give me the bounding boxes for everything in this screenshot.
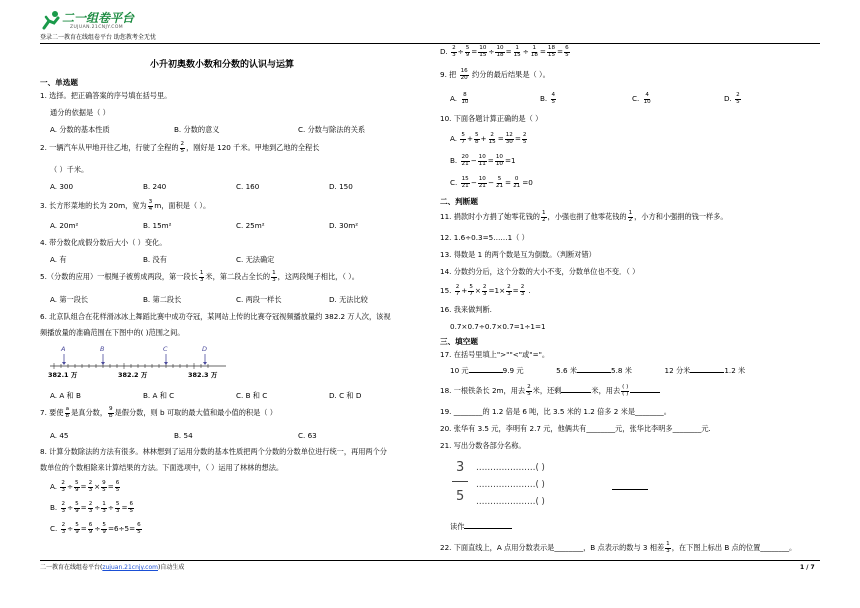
q2-option-a: A. 300 [50, 182, 74, 191]
q18-text-b: 米，还剩 [532, 386, 562, 396]
q17-item-1: 10 元 [450, 366, 469, 375]
q1-option-a: A. 分数的基本性质 [50, 125, 110, 134]
q5-fraction-2 [271, 271, 277, 283]
q18-blank-2[interactable] [630, 392, 660, 393]
question-11 [440, 211, 728, 223]
q2-fraction-num: 2 [180, 141, 185, 147]
q4-option-c: C. 无法确定 [236, 255, 275, 264]
q7-fraction-2-den: b [109, 412, 113, 419]
q18-blank-1[interactable] [561, 392, 591, 393]
section-heading-single-choice: 一、单选题 [40, 78, 78, 87]
q21-read-blank[interactable] [464, 528, 512, 529]
q7-option-a: A. 45 [50, 431, 69, 440]
section-heading-fill-in: 三、填空题 [440, 337, 478, 346]
question-21: 21. 写出分数各部分名称。 [440, 441, 526, 450]
q2-fraction [180, 142, 186, 154]
figure-fraction-bar [452, 481, 468, 482]
q9-option-d-label: D. [724, 94, 732, 104]
q22-text-a: 22. 下面直线上，A 点用分数表示是________，B 点表示的数与 3 相差 [440, 543, 665, 553]
question-1-sub: 通分的依据是（ ） [50, 108, 110, 117]
question-7 [40, 407, 277, 419]
q17-blank-1[interactable] [469, 372, 503, 373]
q11-text-a: 11. 捐款时小方捐了她零花钱的 [440, 212, 540, 222]
q2-option-b: B. 240 [143, 182, 167, 191]
question-17-row [450, 367, 745, 376]
q3-option-a: A. 20m² [50, 221, 79, 230]
number-line-tick-2: 382.2 万 [118, 371, 148, 379]
q8-option-a: A. $\frac{2}{3}$ ÷ $\frac{5}{9}$ = $\frac{2}{3}$ × $\frac{9}{5}$ = $\frac{6}{5}$ [50, 480, 120, 493]
question-3 [40, 200, 210, 212]
q2-fraction-den: 5 [180, 147, 185, 154]
q11-fraction-1-num: 1 [541, 210, 546, 216]
q5-fraction-2-den: 3 [272, 276, 276, 283]
q9-option-b-den: 5 [551, 98, 556, 105]
page-title: 小升初奥数小数和分数的认识与运算 [150, 60, 295, 70]
q18-text-a: 18. 一根铁条长 2m，用去 [440, 386, 526, 396]
q6-option-d: D. C 和 D [329, 391, 362, 400]
question-6-line2: 频播放量的准确范围在下图中的( )范围之间。 [40, 328, 185, 337]
q8-option-b: B. $\frac{2}{3}$ ÷ $\frac{5}{9}$ = $\frac{2}{3}$ ÷ $\frac{1}{3}$ ÷ $\frac{5}{3}$ = $\frac{6}{5}$ [50, 501, 134, 514]
question-5 [40, 271, 359, 283]
q9-fraction-num: 16 [460, 68, 468, 74]
question-12: 12. 1.6÷0.3=5……1（ ） [440, 233, 529, 242]
runner-logo-icon [40, 10, 62, 30]
q2-text-b: ，刚好是 120 千米。甲地到乙地的全程长 [186, 143, 320, 153]
q2-option-d: D. 150 [329, 182, 353, 191]
question-15: 15. $\frac{2}{7}$ + $\frac{5}{7}$ × $\frac{2}{3}$ =1× $\frac{2}{3}$ = $\frac{2}{3}$ . [440, 284, 531, 297]
q8-option-a-label: A. [50, 482, 60, 492]
q7-text-a: 7. 要使 [40, 408, 64, 418]
number-line-label-c: C [163, 345, 168, 353]
question-8-line1: 8. 计算分数除法的方法有很多。林林想到了运用分数的基本性质把两个分数的分数单位进行统一，再用两个分 [40, 447, 387, 456]
section-heading-true-false: 二、判断题 [440, 197, 478, 206]
figure-denominator: 5 [456, 489, 465, 504]
figure-dots-1: …………………( ) [476, 463, 545, 473]
q9-option-a-den: 10 [461, 98, 469, 105]
question-10: 10. 下面各题计算正确的是（ ） [440, 114, 543, 123]
q7-fraction-2-num: 9 [109, 406, 113, 412]
q15-text-a: 15. [440, 286, 454, 296]
q18-fraction-num: 2 [527, 384, 531, 390]
q8-option-d-label: D. [440, 47, 451, 57]
q17-item-5: 12 分米 [664, 366, 691, 375]
q7-text-c: 是假分数，则 b 可取的最大值和最小值的积是（ ） [114, 408, 277, 418]
q17-blank-2[interactable] [577, 372, 611, 373]
question-18 [440, 385, 660, 397]
number-line-label-b: B [100, 345, 105, 353]
q5-fraction-1-num: 1 [199, 270, 204, 276]
q18-paren-den: ( ) [622, 390, 629, 397]
q21-read-as [450, 523, 512, 532]
logo-subtext: ZUJUAN.21CNJY.COM [70, 25, 124, 30]
question-1: 1. 选择。把正确答案的序号填在括号里。 [40, 91, 172, 100]
q9-option-d [724, 93, 742, 105]
question-13: 13. 得数是 1 的两个数是互为倒数。（判断对错） [440, 250, 596, 259]
q5-text-b: 米，第二段占全长的 [205, 272, 271, 282]
q5-text-c: ，这两段绳子相比，（ ）。 [277, 272, 359, 282]
q17-blank-3[interactable] [690, 372, 724, 373]
q9-option-d-den: 5 [736, 98, 740, 105]
q5-option-c: C. 两段一样长 [236, 295, 282, 304]
figure-answer-line[interactable] [612, 489, 648, 490]
q5-fraction-2-num: 1 [272, 270, 276, 276]
q9-text-b: 约分的最后结果是（ ）。 [469, 70, 550, 80]
q5-option-a: A. 第一段长 [50, 295, 89, 304]
q7-fraction-1-den: 8 [65, 412, 70, 419]
q1-option-b: B. 分数的意义 [174, 125, 220, 134]
q6-option-c: C. B 和 C [236, 391, 268, 400]
q5-fraction-1-den: 3 [199, 276, 204, 283]
q8-option-c-label: C. [50, 524, 60, 534]
question-2 [40, 142, 319, 154]
number-line-figure [48, 344, 228, 384]
q6-option-b: B. A 和 C [143, 391, 175, 400]
q7-fraction-1 [65, 407, 71, 419]
q9-option-a-num: 8 [463, 92, 467, 98]
q9-option-b-num: 4 [551, 92, 556, 98]
q7-option-b: B. 54 [174, 431, 193, 440]
q3-fraction-den: 4 [148, 205, 153, 212]
q9-fraction [460, 69, 469, 81]
q11-fraction-2-den: 2 [628, 216, 633, 223]
question-16: 16. 我来做判断. [440, 305, 492, 314]
q9-option-a [450, 93, 471, 105]
footer-rule [40, 560, 820, 561]
question-19: 19. ________的 1.2 倍是 6 吨，比 3.5 米的 1.2 倍多 2 米是________。 [440, 407, 671, 416]
number-line-tick-1: 382.1 万 [48, 371, 78, 379]
question-8-line2: 数单位的个数相除来计算结果的方法。下面选项中，（ ）运用了林林的想法。 [40, 463, 284, 472]
q8-option-c: C. $\frac{2}{3}$ ÷ $\frac{5}{9}$ = $\frac{6}{9}$ ÷ $\frac{5}{9}$ =6÷5= $\frac{6}{5}$ [50, 522, 141, 535]
q17-item-4: 5.8 米 [611, 366, 632, 375]
q9-option-c-num: 4 [645, 92, 649, 98]
header-rule [40, 43, 820, 44]
q11-text-b: ，小强也捐了他零花钱的 [547, 212, 627, 222]
question-6-line1: 6. 北京队组合在花样滑冰冰上舞蹈比赛中成功夺冠，某网站上传的比赛夺冠视频播放量约 382.2 万人次，该视 [40, 312, 391, 321]
q3-option-b: B. 15m² [143, 221, 172, 230]
number-line-tick-3: 382.3 万 [188, 371, 218, 379]
q5-text-a: 5.（分数的应用）一根绳子被剪成两段，第一段长 [40, 272, 198, 282]
q18-paren-num: ( ) [622, 384, 629, 390]
q7-fraction-2 [108, 407, 114, 419]
q9-fraction-den: 20 [460, 74, 468, 81]
q11-fraction-2-num: 1 [628, 210, 633, 216]
q9-text-a: 9. 把 [440, 70, 459, 80]
question-14: 14. 分数约分后，这个分数的大小不变，分数单位也不变．（ ） [440, 267, 640, 276]
q9-option-c [632, 93, 653, 105]
question-22 [440, 542, 796, 554]
footer-suffix: )自动生成 [157, 564, 185, 571]
question-2-line2: （ ）千米。 [50, 165, 89, 174]
q18-fraction-den: 5 [527, 390, 531, 397]
footer-link[interactable]: zujuan.21cnjy.com [102, 564, 158, 571]
q2-text-a: 2. 一辆汽车从甲地开往乙地，行驶了全程的 [40, 143, 179, 153]
q3-fraction-num: 3 [148, 199, 153, 205]
figure-dots-3: …………………( ) [476, 497, 545, 507]
q3-fraction [148, 200, 154, 212]
q22-fraction-den: 3 [666, 547, 670, 554]
q3-option-d: D. 30m² [329, 221, 359, 230]
q2-option-c: C. 160 [236, 182, 260, 191]
question-20: 20. 张华有 3.5 元，李明有 2.7 元，他俩共有________元，张华比李明多________元. [440, 424, 711, 433]
q8-option-b-label: B. [50, 503, 60, 513]
q11-fraction-1-den: 2 [541, 216, 546, 223]
q1-option-c: C. 分数与除法的关系 [298, 125, 366, 134]
q9-option-c-den: 10 [643, 98, 651, 105]
q17-item-2: 9.9 元 [502, 366, 524, 375]
q10-option-a: A. $\frac{5}{7}$ + $\frac{5}{8}$ + $\frac{2}{15}$ = $\frac{12}{30}$ = $\frac{2}{5}$ [450, 132, 527, 145]
q9-option-c-label: C. [632, 94, 640, 104]
q9-option-b-label: B. [540, 94, 548, 104]
q17-item-6: 1.2 米 [724, 366, 746, 375]
fraction-parts-figure [452, 458, 682, 516]
q5-option-d: D. 无法比较 [329, 295, 368, 304]
q8-option-d: D. $\frac{2}{3}$ ÷ $\frac{5}{9}$ = $\frac{10}{15}$ ÷ $\frac{10}{18}$ = $\frac{1}{15}$ ÷ $\frac{1}{18}$ = $\frac{18}{15}$ = $\frac{6}{5}$ [440, 45, 569, 58]
q7-text-b: 是真分数， [71, 408, 108, 418]
q10-option-b: B. $\frac{20}{21}$ − $\frac{10}{11}$ = $\frac{10}{10}$ =1 [450, 154, 516, 167]
figure-numerator: 3 [456, 460, 465, 475]
question-17: 17. 在括号里填上">""<"或"="。 [440, 350, 550, 359]
q22-text-b: ，在下图上标出 B 点的位置________。 [671, 543, 797, 553]
q5-option-b: B. 第二段长 [143, 295, 182, 304]
header-tagline: 登录二一教育在线组卷平台 助您教考全无忧 [40, 34, 156, 41]
q7-fraction-1-num: a [65, 406, 70, 412]
q6-option-a: A. A 和 B [50, 391, 81, 400]
q5-fraction-1 [199, 271, 205, 283]
q17-item-3: 5.6 米 [556, 366, 578, 375]
q3-text-b: m，面积是（ ）。 [154, 201, 211, 211]
q9-option-a-label: A. [450, 94, 458, 104]
q9-option-d-num: 2 [736, 92, 740, 98]
q3-option-c: C. 25m² [236, 221, 265, 230]
q22-fraction-num: 1 [666, 541, 670, 547]
page-number: 1 / 7 [800, 564, 815, 571]
q10-option-c: C. $\frac{15}{21}$ − $\frac{10}{21}$ − $\frac{5}{21}$ = $\frac{0}{21}$ =0 [450, 176, 533, 189]
question-16-sub: 0.7×0.7÷0.7×0.7=1÷1=1 [450, 322, 546, 331]
q18-text-c: 米，用去 [591, 386, 621, 396]
q9-option-b [540, 93, 557, 105]
number-line-label-d: D [202, 345, 208, 353]
logo-text: 二一组卷平台 [62, 11, 135, 25]
q15-text-b: . [526, 286, 531, 296]
q11-text-c: ，小方和小强捐的钱一样多。 [634, 212, 728, 222]
number-line-label-a: A [61, 345, 66, 353]
q7-option-c: C. 63 [298, 431, 317, 440]
q4-option-a: A. 有 [50, 255, 67, 264]
footer-source [40, 564, 184, 571]
site-logo [40, 10, 140, 32]
question-4: 4. 带分数化成假分数后大小（ ）变化。 [40, 238, 167, 247]
q21-read-label: 读作 [450, 522, 465, 531]
q4-option-b: B. 没有 [143, 255, 167, 264]
figure-dots-2: …………………( ) [476, 480, 545, 490]
footer-prefix: 二一教育在线组卷平台( [40, 564, 103, 571]
q3-text-a: 3. 长方形菜地的长为 20m，宽为 [40, 201, 147, 211]
question-9 [440, 69, 550, 81]
